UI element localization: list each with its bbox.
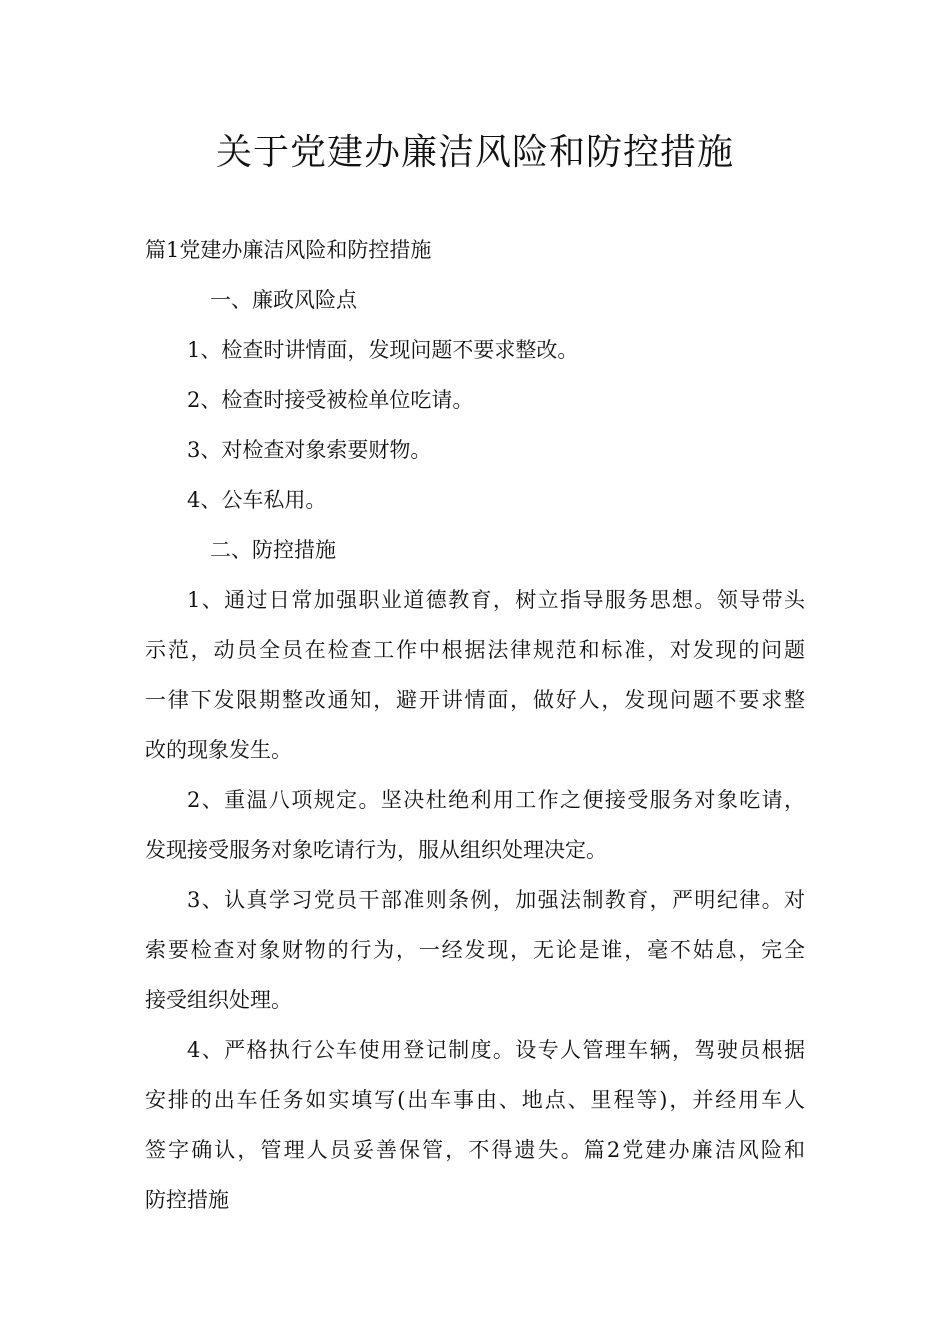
measure-3-line-3: 接受组织处理。 <box>145 988 292 1012</box>
chapter-heading: 篇1党建办廉洁风险和防控措施 <box>145 238 432 262</box>
measure-4-line-2: 安排的出车任务如实填写(出车事由、地点、里程等)，并经用车人 <box>145 1088 805 1112</box>
measure-1-line-1: 1、通过日常加强职业道德教育，树立指导服务思想。领导带头 <box>187 588 805 612</box>
measure-3-line-2: 索要检查对象财物的行为，一经发现，无论是谁，毫不姑息，完全 <box>145 938 805 962</box>
measure-1-line-4: 改的现象发生。 <box>145 738 292 762</box>
document-title: 关于党建办廉洁风险和防控措施 <box>215 132 734 173</box>
measure-2-line-2: 发现接受服务对象吃请行为，服从组织处理决定。 <box>145 838 607 862</box>
risk-item-1: 1、检查时讲情面，发现问题不要求整改。 <box>187 338 579 362</box>
section-heading-measures: 二、防控措施 <box>210 538 336 562</box>
measure-1-line-2: 示范，动员全员在检查工作中根据法律规范和标准，对发现的问题 <box>145 638 805 662</box>
measure-4-line-1: 4、严格执行公车使用登记制度。设专人管理车辆，驾驶员根据 <box>187 1038 805 1062</box>
risk-item-4: 4、公车私用。 <box>187 488 327 512</box>
section-heading-risk-points: 一、廉政风险点 <box>210 288 357 312</box>
measure-3-line-1: 3、认真学习党员干部准则条例，加强法制教育，严明纪律。对 <box>187 888 805 912</box>
measure-2-line-1: 2、重温八项规定。坚决杜绝利用工作之便接受服务对象吃请， <box>187 788 805 812</box>
measure-1-line-3: 一律下发限期整改通知，避开讲情面，做好人，发现问题不要求整 <box>145 688 805 712</box>
risk-item-2: 2、检查时接受被检单位吃请。 <box>187 388 474 412</box>
measure-4-line-4: 防控措施 <box>145 1188 229 1212</box>
risk-item-3: 3、对检查对象索要财物。 <box>187 438 432 462</box>
measure-4-line-3: 签字确认，管理人员妥善保管，不得遗失。篇2党建办廉洁风险和 <box>145 1138 805 1162</box>
